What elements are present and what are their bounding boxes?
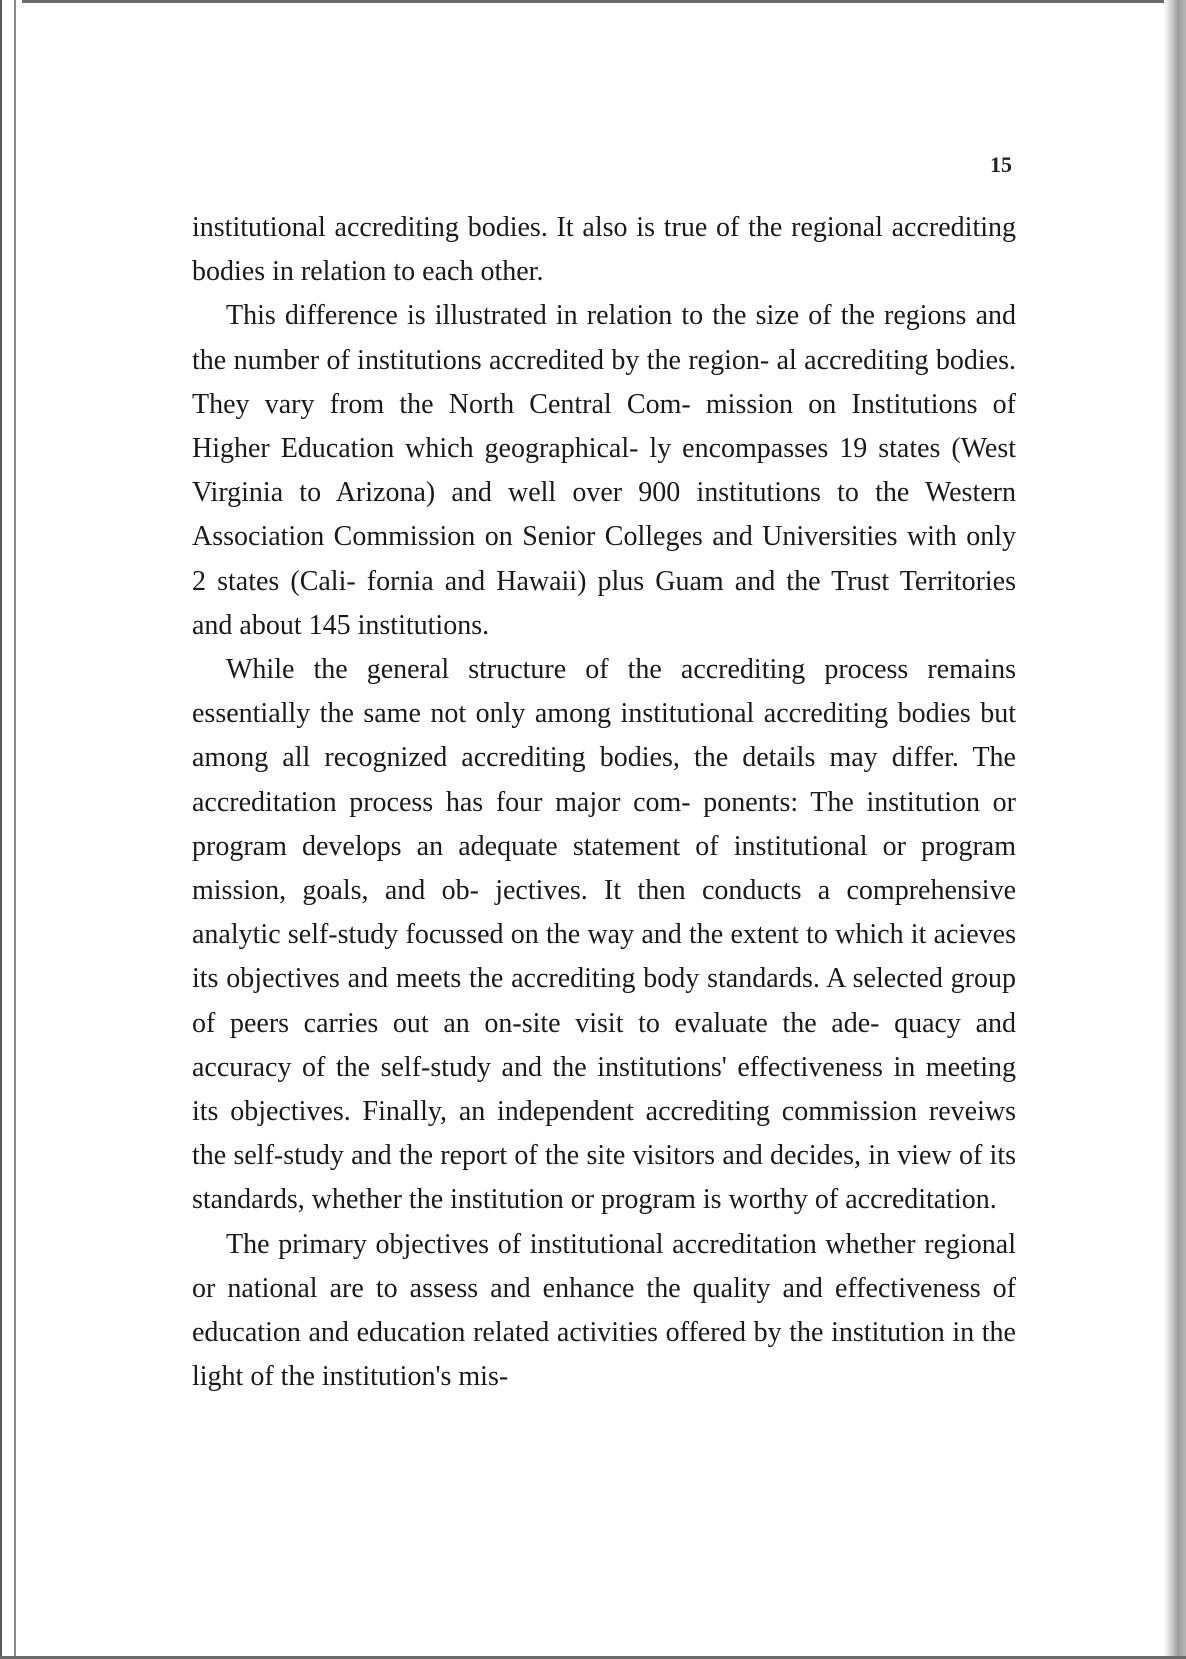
paragraph-3: While the general structure of the accrediting process remains essentially the same not only among institutional accrediting bodies but among all recognized accrediting bodies, the details may differ. The accreditation process has four major com- ponents: The institution or program develops an adequate statement of institutional or program mission, goals, and ob- jectives. It then conducts a comprehensive analytic self-study focussed on the way and the extent to which it acieves its objectives and meets the accrediting body standards. A selected group of peers carries out an on-site visit to evaluate the ade- quacy and accuracy of the self-study and the institutions' effectiveness in meeting its objectives. Finally, an independent accrediting commission reveiws the self-study and the report of the site visitors and decides, in view of its standards, whether the institution or program is worthy of accreditation. xyxy=(192,654,1016,1216)
paragraph-4: The primary objectives of institutional accreditation whether regional or national are to assess and enhance the quality and effectiveness of education and education related activities offered by the institution in the light of the institution's mis- xyxy=(192,1228,1016,1393)
page-right-shadow xyxy=(1164,0,1186,1659)
paragraph-1: institutional accrediting bodies. It also is true of the regional accrediting bodies in relation to each other. xyxy=(192,212,1016,288)
body-text xyxy=(192,206,1016,1399)
page-binding-edge xyxy=(0,0,22,1659)
page-number: 15 xyxy=(990,152,1012,177)
paragraph-2: This difference is illustrated in relation to the size of the regions and the number of institutions accredited by the region- al accrediting bodies. They vary from the North Central Com- mission on Institutions of Higher Education which geographical- ly encompasses 19 states (West Virginia to Arizona) and well over 900 institutions to the Western Association Commission on Senior Colleges and Universities with only 2 states (Cali- fornia and Hawaii) plus Guam and the Trust Territories and about 145 institutions. xyxy=(192,300,1016,641)
page-top-border xyxy=(0,0,1186,3)
